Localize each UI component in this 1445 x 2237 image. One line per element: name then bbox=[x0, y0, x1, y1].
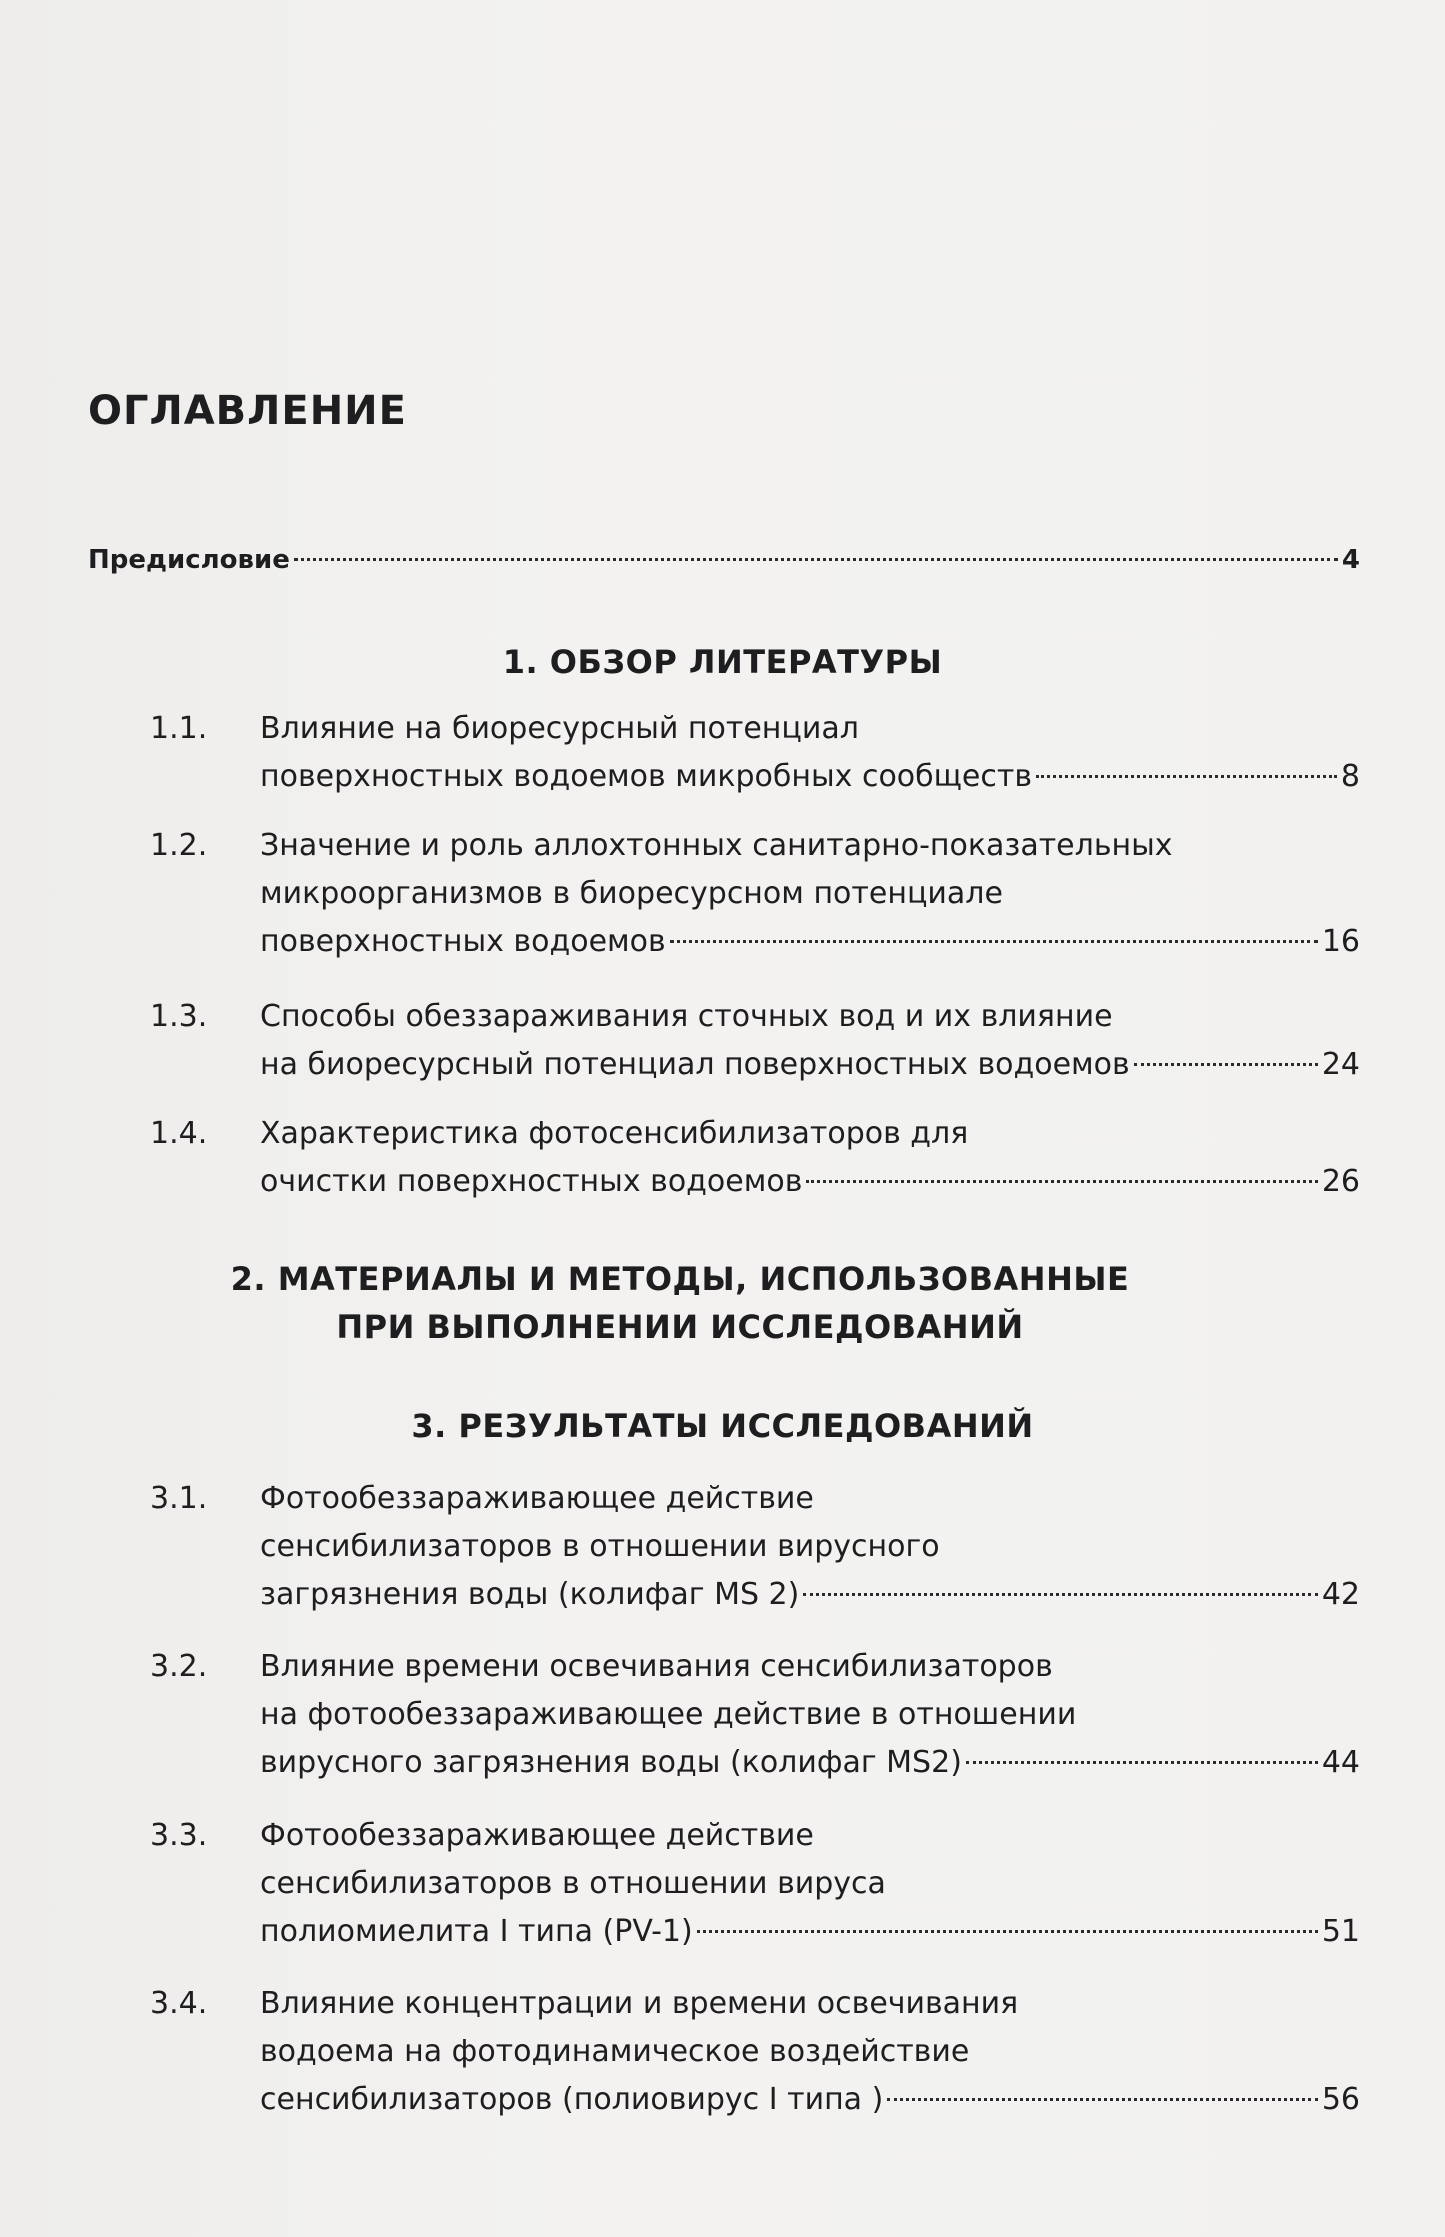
section-number: 3.1. bbox=[150, 1481, 208, 1516]
toc-page-number: 8 bbox=[1340, 759, 1360, 794]
toc-entry-1-3[interactable] bbox=[150, 993, 1360, 1089]
dot-leader bbox=[806, 1180, 1317, 1183]
toc-entry-preface[interactable] bbox=[88, 545, 1360, 575]
toc-page-number: 51 bbox=[1321, 1914, 1360, 1949]
dot-leader bbox=[803, 1593, 1317, 1596]
section-title-line: загрязнения воды (колифаг MS 2) bbox=[260, 1577, 800, 1612]
toc-entry-1-2[interactable] bbox=[150, 822, 1360, 966]
toc-entry-3-1[interactable] bbox=[150, 1475, 1360, 1619]
section-title-line: сенсибилизаторов (полиовирус I типа ) bbox=[260, 2082, 884, 2117]
section-title-line: водоема на фотодинамическое воздействие bbox=[260, 2034, 970, 2069]
section-title-line: сенсибилизаторов в отношении вируса bbox=[260, 1866, 886, 1901]
section-title-line: на фотообеззараживающее действие в отношении bbox=[260, 1697, 1077, 1732]
toc-page-number: 4 bbox=[1341, 545, 1360, 575]
section-title-line: Влияние концентрации и времени освечивания bbox=[260, 1986, 1019, 2021]
section-number: 3.3. bbox=[150, 1818, 208, 1853]
section-title-line: Фотообеззараживающее действие bbox=[260, 1481, 814, 1516]
section-title-line: микроорганизмов в биоресурсном потенциале bbox=[260, 876, 1003, 911]
toc-page-number: 24 bbox=[1321, 1047, 1360, 1082]
section-title-line: полиомиелита I типа (PV-1) bbox=[260, 1914, 693, 1949]
section-title-line: Влияние времени освечивания сенсибилизаторов bbox=[260, 1649, 1053, 1684]
page-title: ОГЛАВЛЕНИЕ bbox=[88, 388, 407, 434]
dot-leader bbox=[294, 558, 1338, 561]
section-title-line: вирусного загрязнения воды (колифаг MS2) bbox=[260, 1745, 962, 1780]
toc-entry-1-1[interactable] bbox=[150, 705, 1360, 801]
toc-page-number: 26 bbox=[1321, 1164, 1360, 1199]
dot-leader bbox=[966, 1761, 1318, 1764]
chapter-heading-2 bbox=[80, 1255, 1280, 1351]
section-number: 3.2. bbox=[150, 1649, 208, 1684]
chapter-heading-line: 2. МАТЕРИАЛЫ И МЕТОДЫ, ИСПОЛЬЗОВАННЫЕ bbox=[230, 1260, 1130, 1298]
chapter-heading-line: ПРИ ВЫПОЛНЕНИИ ИССЛЕДОВАНИЙ bbox=[336, 1308, 1024, 1346]
toc-entry-label: Предисловие bbox=[88, 545, 290, 575]
section-title-line: Характеристика фотосенсибилизаторов для bbox=[260, 1116, 969, 1151]
section-number: 3.4. bbox=[150, 1986, 208, 2021]
toc-entry-3-3[interactable] bbox=[150, 1812, 1360, 1956]
section-number: 1.3. bbox=[150, 999, 208, 1034]
section-title-line: поверхностных водоемов bbox=[260, 924, 666, 959]
section-title-line: Способы обеззараживания сточных вод и их влияние bbox=[260, 999, 1113, 1034]
dot-leader bbox=[670, 940, 1318, 943]
dot-leader bbox=[697, 1930, 1318, 1933]
section-title-line: на биоресурсный потенциал поверхностных водоемов bbox=[260, 1047, 1130, 1082]
section-number: 1.2. bbox=[150, 828, 208, 863]
section-number: 1.4. bbox=[150, 1116, 208, 1151]
toc-page-number: 44 bbox=[1321, 1745, 1360, 1780]
toc-page-number: 42 bbox=[1321, 1577, 1360, 1612]
toc-entry-3-4[interactable] bbox=[150, 1980, 1360, 2124]
chapter-heading-3: 3. РЕЗУЛЬТАТЫ ИССЛЕДОВАНИЙ bbox=[411, 1407, 1034, 1445]
section-title-line: сенсибилизаторов в отношении вирусного bbox=[260, 1529, 940, 1564]
dot-leader bbox=[1036, 775, 1337, 778]
toc-page-number: 16 bbox=[1321, 924, 1360, 959]
toc-entry-3-2[interactable] bbox=[150, 1643, 1360, 1787]
section-number: 1.1. bbox=[150, 711, 208, 746]
section-title-line: поверхностных водоемов микробных сообществ bbox=[260, 759, 1033, 794]
dot-leader bbox=[887, 2098, 1318, 2101]
toc-page-number: 56 bbox=[1321, 2082, 1360, 2117]
toc-entry-1-4[interactable] bbox=[150, 1110, 1360, 1206]
dot-leader bbox=[1134, 1063, 1318, 1066]
section-title-line: Фотообеззараживающее действие bbox=[260, 1818, 814, 1853]
section-title-line: Влияние на биоресурсный потенциал bbox=[260, 711, 859, 746]
section-title-line: Значение и роль аллохтонных санитарно-показательных bbox=[260, 828, 1173, 863]
section-title-line: очистки поверхностных водоемов bbox=[260, 1164, 803, 1199]
chapter-heading-1: 1. ОБЗОР ЛИТЕРАТУРЫ bbox=[502, 643, 943, 681]
